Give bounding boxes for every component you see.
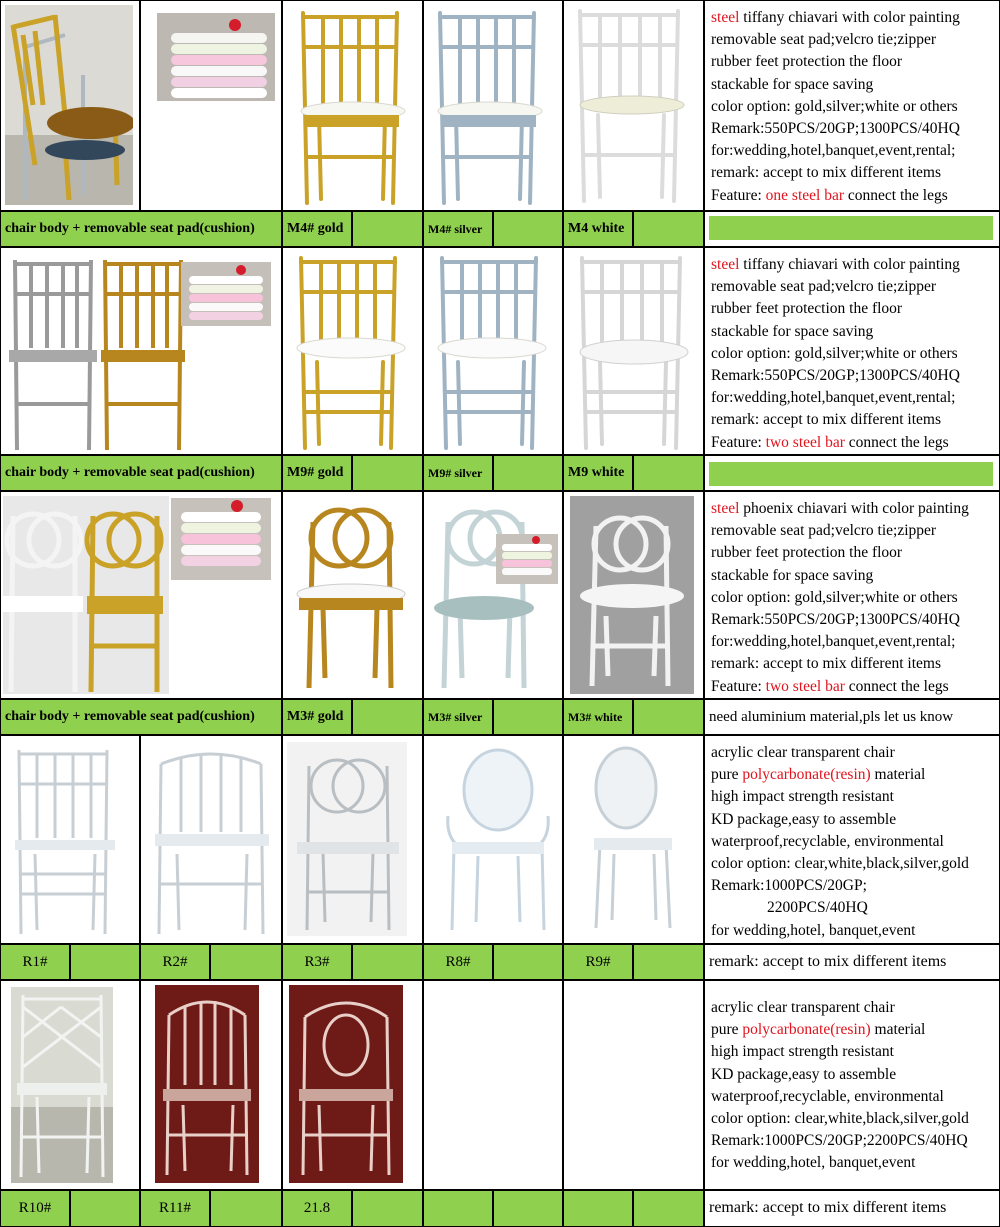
photo-cell-r9 — [563, 735, 704, 944]
clear-chameleon-chair-photo — [11, 987, 113, 1183]
description-highlight: two steel bar — [765, 433, 845, 451]
photo-cell-r11 — [140, 980, 282, 1190]
section-label-m3: chair body + removable seat pad(cushion) — [0, 699, 282, 735]
model-label-r10: R10# — [0, 1190, 70, 1227]
description-text: waterproof,recyclable, environmental — [711, 1087, 944, 1105]
description-line — [711, 118, 999, 140]
description-line — [711, 276, 999, 298]
description-text: color option: clear,white,black,silver,gold — [711, 1110, 969, 1128]
description-line — [711, 409, 999, 431]
product-description-m9 — [704, 247, 1000, 455]
description-text: Feature: — [711, 433, 766, 451]
description-text: stackable for space saving — [711, 75, 874, 93]
description-line — [711, 140, 999, 162]
section-label-m9: chair body + removable seat pad(cushion) — [0, 455, 282, 491]
description-text: for:wedding,hotel,banquet,event,rental; — [711, 633, 956, 651]
description-line — [711, 1064, 999, 1086]
photo-cell-m3-gold — [282, 491, 423, 699]
photo-cell-m9-gold — [282, 247, 423, 455]
photo-cell-21-8 — [282, 980, 423, 1190]
description-highlight: one steel bar — [765, 186, 844, 204]
band-cell — [633, 944, 704, 980]
description-text: color option: gold,silver;white or others — [711, 588, 958, 606]
description-text: pure — [711, 766, 743, 784]
description-line — [711, 631, 999, 653]
white-and-gold-phoenix-chairs — [3, 496, 169, 694]
photo-cell-m4-gold — [282, 0, 423, 211]
section-remark-m3: need aluminium material,pls let us know — [704, 699, 1000, 735]
description-text: remark: accept to mix different items — [711, 164, 941, 182]
clear-phoenix-chair-photo — [287, 742, 407, 936]
description-line — [711, 897, 999, 919]
description-line — [711, 875, 999, 897]
description-highlight: steel — [711, 500, 740, 517]
cushion-stack-photo — [157, 13, 275, 101]
description-line — [711, 1152, 999, 1174]
model-label-r2: R2# — [140, 944, 210, 980]
band-cell — [633, 699, 704, 735]
model-label-r9: R9# — [563, 944, 633, 980]
photo-cell-m9-pair — [0, 247, 282, 455]
clear-napoleon-chair — [151, 744, 275, 940]
description-text: high impact strength resistant — [711, 1043, 894, 1061]
description-text: material — [870, 1021, 926, 1039]
model-label-m3-silver: M3# silver — [423, 699, 493, 735]
band-cell — [210, 944, 282, 980]
description-line — [711, 51, 999, 73]
photo-cell-m9-white — [563, 247, 704, 455]
description-text: rubber feet protection the floor — [711, 300, 903, 318]
band-cell — [352, 944, 423, 980]
description-line — [711, 542, 999, 564]
remark-green-bar — [709, 462, 993, 486]
photo-cell-m4-silver — [423, 0, 563, 211]
description-line — [711, 653, 999, 675]
gold-chiavari-chair — [293, 7, 413, 207]
model-label-m9-white: M9 white — [563, 455, 633, 491]
description-text: remark: accept to mix different items — [711, 411, 941, 429]
description-text: connect the legs — [844, 677, 949, 695]
description-line — [711, 96, 999, 118]
band-cell — [210, 1190, 282, 1227]
model-label-m4-gold: M4# gold — [282, 211, 352, 247]
band-cell — [493, 699, 563, 735]
photo-cell-m3-pair — [0, 491, 282, 699]
band-remark-cell — [704, 455, 1000, 491]
model-label-m3-gold: M3# gold — [282, 699, 352, 735]
model-label-m9-silver: M9# silver — [423, 455, 493, 491]
section-remark-resin-2: remark: accept to mix different items — [704, 1190, 1000, 1227]
description-line — [711, 7, 999, 29]
band-cell — [352, 1190, 423, 1227]
description-text: connect the legs — [844, 433, 949, 451]
band-cell — [423, 1190, 493, 1227]
description-text: 2200PCS/40HQ — [767, 899, 868, 917]
photo-cell-r10 — [0, 980, 140, 1190]
description-line — [711, 298, 999, 320]
description-line — [711, 343, 999, 365]
description-text: pure — [711, 1021, 743, 1039]
description-line — [711, 1086, 999, 1108]
band-cell — [493, 211, 563, 247]
description-line — [711, 997, 999, 1019]
band-cell — [563, 1190, 633, 1227]
description-text: stackable for space saving — [711, 566, 874, 584]
description-highlight: polycarbonate(resin) — [742, 1021, 871, 1039]
band-cell — [493, 455, 563, 491]
description-line — [711, 29, 999, 51]
description-line — [711, 387, 999, 409]
band-cell — [352, 211, 423, 247]
clear-napoleon-chair-photo — [155, 985, 259, 1183]
photo-cell-m3-silver — [423, 491, 563, 699]
description-line — [711, 254, 999, 276]
model-label-m4-silver: M4# silver — [423, 211, 493, 247]
description-text: tiffany chiavari with color painting — [739, 9, 960, 26]
description-line — [711, 1130, 999, 1152]
photo-cell-r2 — [140, 735, 282, 944]
silver-chiavari-chair — [432, 252, 552, 452]
description-text: color option: gold,silver;white or others — [711, 97, 958, 115]
description-text: KD package,easy to assemble — [711, 810, 897, 828]
white-chiavari-chair — [570, 5, 694, 205]
description-text: removable seat pad;velcro tie;zipper — [711, 31, 937, 49]
description-text: stackable for space saving — [711, 322, 874, 340]
product-description-m3 — [704, 491, 1000, 699]
photo-cell-r8 — [423, 735, 563, 944]
description-highlight: steel — [711, 256, 740, 273]
description-line — [711, 587, 999, 609]
photo-cell-cushions — [140, 0, 282, 211]
description-text: acrylic clear transparent chair — [711, 744, 895, 761]
description-line — [711, 74, 999, 96]
photo-cell-r3 — [282, 735, 423, 944]
description-text: Feature: — [711, 186, 766, 204]
clear-ghost-chair — [580, 744, 690, 934]
white-chiavari-chair — [572, 252, 696, 452]
description-text: Remark:550PCS/20GP;1300PCS/40HQ — [711, 120, 960, 138]
photo-cell-m3-white — [563, 491, 704, 699]
model-label-21-8: 21.8 — [282, 1190, 352, 1227]
silver-chiavari-chair — [430, 7, 550, 207]
description-line — [711, 365, 999, 387]
description-text: for:wedding,hotel,banquet,event,rental; — [711, 142, 956, 160]
description-line — [711, 1108, 999, 1130]
description-text: KD package,easy to assemble — [711, 1065, 897, 1083]
description-line — [711, 609, 999, 631]
product-description-resin — [704, 735, 1000, 944]
band-cell — [633, 211, 704, 247]
description-line — [711, 853, 999, 875]
description-highlight: steel — [711, 9, 740, 26]
description-line — [711, 831, 999, 853]
description-line — [711, 809, 999, 831]
description-text: phoenix chiavari with color painting — [739, 500, 969, 517]
description-line — [711, 321, 999, 343]
silver-phoenix-chair — [432, 498, 548, 694]
photo-cell-m4-white — [563, 0, 704, 211]
cushion-stack-photo — [496, 534, 558, 584]
remark-green-bar — [709, 216, 993, 240]
description-line — [711, 742, 999, 764]
model-label-r1: R1# — [0, 944, 70, 980]
band-cell — [493, 944, 563, 980]
band-remark-cell — [704, 211, 1000, 247]
photo-cell-m9-silver — [423, 247, 563, 455]
description-text: connect the legs — [844, 186, 948, 204]
model-label-m9-gold: M9# gold — [282, 455, 352, 491]
description-text: Feature: — [711, 677, 766, 695]
cushion-stack-photo — [171, 498, 271, 580]
empty-photo-cell — [423, 980, 563, 1190]
gold-chiavari-chair — [291, 252, 411, 452]
description-text: Remark:550PCS/20GP;1300PCS/40HQ — [711, 367, 960, 385]
description-text: removable seat pad;velcro tie;zipper — [711, 522, 937, 540]
description-line — [711, 162, 999, 184]
description-line — [711, 1041, 999, 1063]
description-line — [711, 432, 999, 454]
description-text: Remark:1000PCS/20GP;2200PCS/40HQ — [711, 1132, 968, 1150]
description-text: remark: accept to mix different items — [711, 655, 941, 673]
description-line — [711, 565, 999, 587]
band-cell — [352, 455, 423, 491]
description-text: waterproof,recyclable, environmental — [711, 832, 944, 850]
chair-photo — [5, 5, 133, 205]
description-text: material — [870, 766, 926, 784]
band-cell — [493, 1190, 563, 1227]
description-text: for wedding,hotel, banquet,event — [711, 921, 916, 939]
clear-tiffany-chair — [11, 744, 121, 940]
description-text: color option: clear,white,black,silver,gold — [711, 855, 969, 873]
description-text: Remark:550PCS/20GP;1300PCS/40HQ — [711, 611, 960, 629]
model-label-m3-white: M3# white — [563, 699, 633, 735]
description-text: for wedding,hotel, banquet,event — [711, 1154, 916, 1172]
description-highlight: two steel bar — [765, 677, 845, 695]
band-cell — [352, 699, 423, 735]
product-description-resin-2 — [704, 980, 1000, 1190]
silver-and-gold-chairs — [5, 254, 185, 454]
empty-photo-cell — [563, 980, 704, 1190]
description-text: rubber feet protection the floor — [711, 544, 903, 562]
band-cell — [70, 944, 140, 980]
model-label-m4-white: M4 white — [563, 211, 633, 247]
description-line — [711, 520, 999, 542]
cushion-stack-photo — [181, 262, 271, 326]
description-text: removable seat pad;velcro tie;zipper — [711, 278, 937, 296]
model-label-r11: R11# — [140, 1190, 210, 1227]
description-text: color option: gold,silver;white or others — [711, 344, 958, 362]
photo-cell-r1 — [0, 735, 140, 944]
description-text: high impact strength resistant — [711, 788, 894, 806]
clear-tiara-chair-photo — [289, 985, 403, 1183]
band-cell — [633, 1190, 704, 1227]
description-text: Remark:1000PCS/20GP; — [711, 877, 867, 895]
band-cell — [633, 455, 704, 491]
description-line — [711, 185, 999, 207]
description-line — [711, 1019, 999, 1041]
description-line — [711, 920, 999, 942]
model-label-r3: R3# — [282, 944, 352, 980]
section-remark-resin: remark: accept to mix different items — [704, 944, 1000, 980]
description-text: tiffany chiavari with color painting — [739, 256, 960, 273]
gold-phoenix-chair — [293, 498, 409, 694]
description-text: acrylic clear transparent chair — [711, 999, 895, 1016]
description-line — [711, 764, 999, 786]
description-line — [711, 786, 999, 808]
description-text: for:wedding,hotel,banquet,event,rental; — [711, 389, 956, 407]
band-cell — [70, 1190, 140, 1227]
description-line — [711, 676, 999, 698]
description-line — [711, 498, 999, 520]
product-description-m4 — [704, 0, 1000, 211]
section-label-m4: chair body + removable seat pad(cushion) — [0, 211, 282, 247]
description-highlight: polycarbonate(resin) — [742, 766, 871, 784]
clear-ghost-armchair — [438, 746, 552, 936]
photo-cell-m4-pair — [0, 0, 140, 211]
model-label-r8: R8# — [423, 944, 493, 980]
description-text: rubber feet protection the floor — [711, 53, 903, 71]
white-phoenix-chair — [570, 496, 694, 694]
